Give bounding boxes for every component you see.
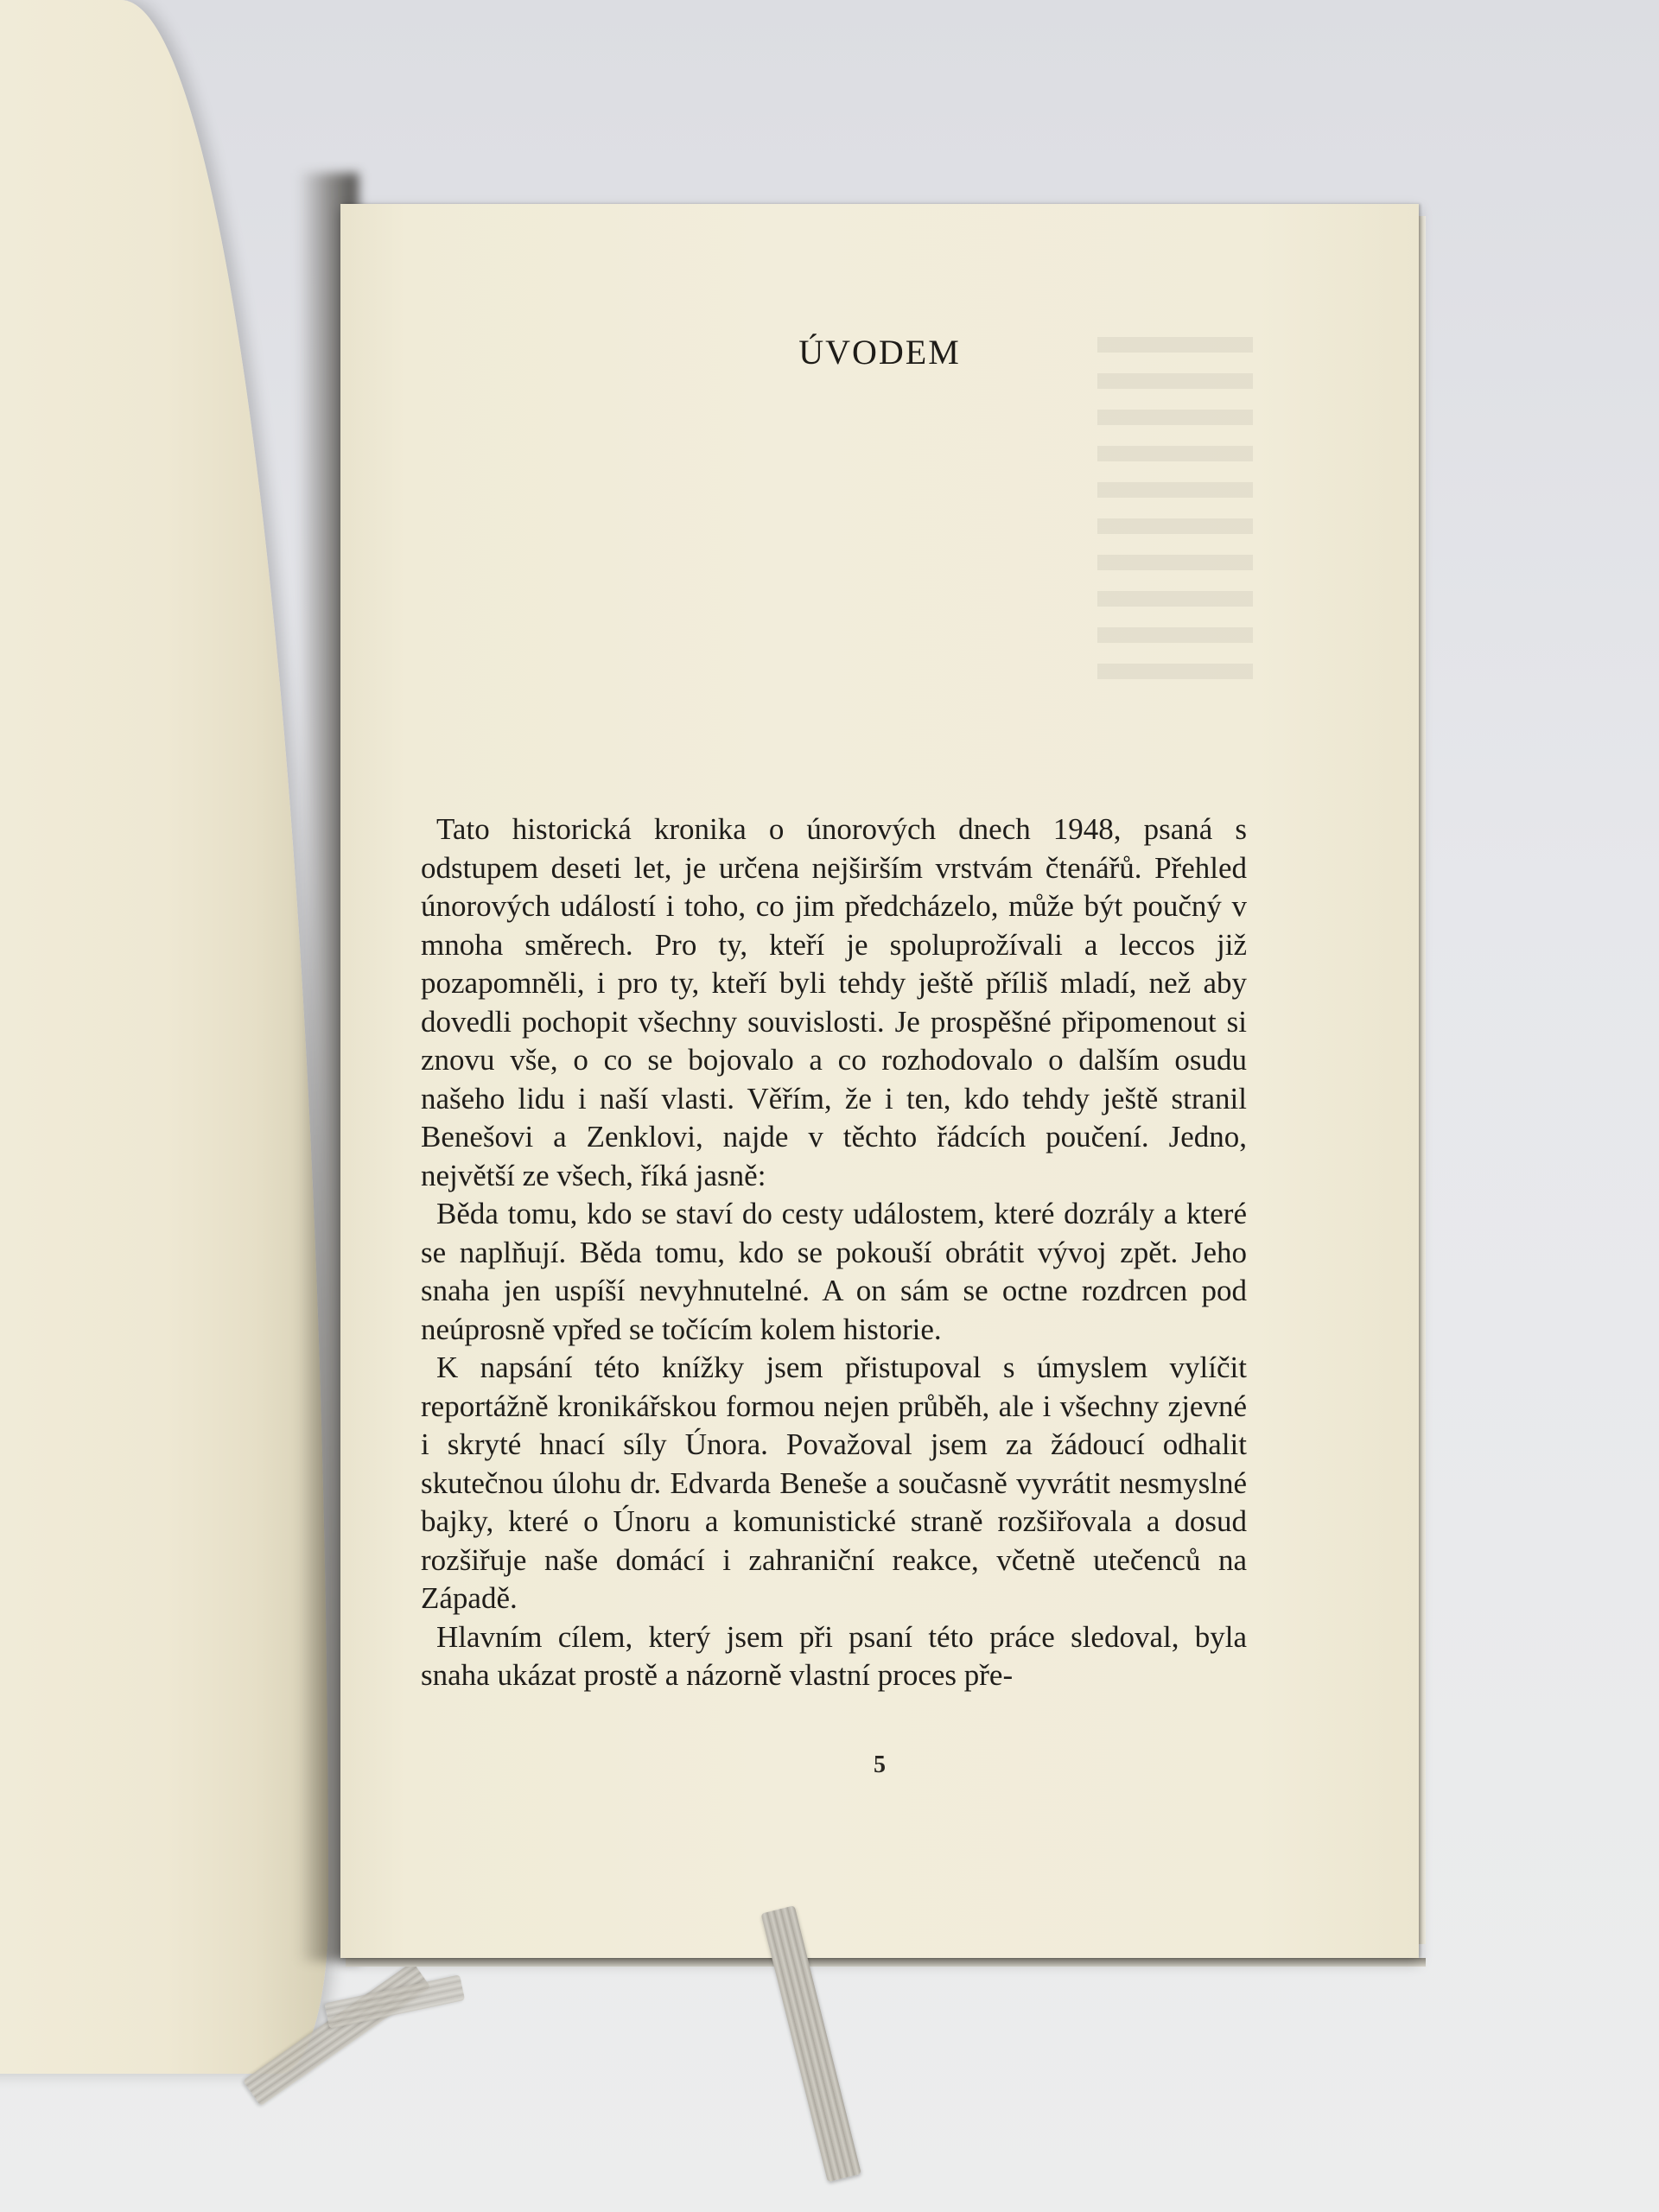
- page-bottom-edge: [346, 1958, 1426, 1967]
- paragraph: K napsání této knížky jsem přistupoval s úmyslem vylíčit reportážně kronikářskou formou nejen průběh, ale i všechny zjevné i skryté hnací síly Února. Považoval jsem za žádoucí odhalit skutečnou úlohu dr. Edvarda Beneše a současně vyvrátit nesmyslné bajky, které o Únoru a komunistické straně rozšiřovala a dosud rozšiřuje naše domácí i zahraniční reakce, včetně utečenců na Západě.: [421, 1351, 1247, 1615]
- body-text: [421, 810, 1247, 1695]
- paragraph: Tato historická kronika o únorových dnech 1948, psaná s odstupem deseti let, je určena nejširším vrstvám čtenářů. Přehled únorových událostí i toho, co jim předcházelo, může být poučný v mnoha směrech. Pro ty, kteří je spoluprožívali a leccos již pozapomněli, i pro ty, kteří byli tehdy ještě příliš mladí, než aby dovedli pochopit všechny souvislosti. Je prospěšné připomenout si znovu vše, o co se bojovalo a co rozhodovalo o dalším osudu našeho lidu i naší vlasti. Věřím, že i ten, kdo tehdy ještě stranil Benešovi a Zenklovi, najde v těchto řádcích poučení. Jedno, největší ze všech, říká jasně:: [421, 812, 1247, 1192]
- page-number: 5: [874, 1751, 886, 1778]
- paragraph: Hlavním cílem, který jsem při psaní této práce sledoval, byla snaha ukázat prostě a názorně vlastní proces pře-: [421, 1619, 1247, 1692]
- page-heading: ÚVODEM: [798, 333, 961, 372]
- paragraph: Běda tomu, kdo se staví do cesty událostem, které dozrály a které se naplňují. Běda tomu, kdo se pokouší obrátit vývoj zpět. Jeho snaha jen uspíší nevyhnutelné. A on sám se octne rozdrcen pod neúprosně vpřed se točícím kolem historie.: [421, 1197, 1247, 1346]
- left-page: [0, 0, 328, 2074]
- showthrough-text: [1097, 337, 1253, 683]
